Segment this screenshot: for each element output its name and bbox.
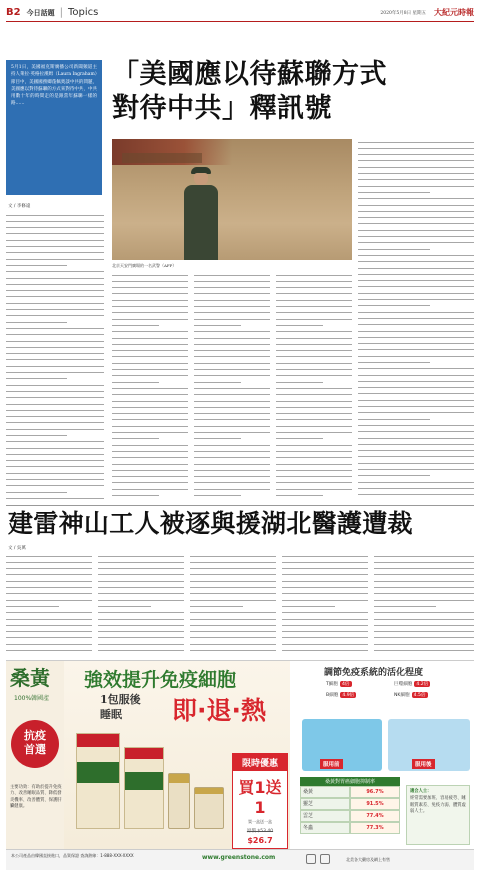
ad-badge — [11, 720, 59, 768]
product-box-large — [76, 733, 120, 829]
immune-row-value: 4.9倍 — [342, 693, 355, 698]
body-text-line — [6, 495, 104, 501]
ad-website-link[interactable]: www.greenstone.com — [202, 854, 276, 861]
body-text-line — [6, 647, 92, 653]
ad-footer — [6, 849, 474, 870]
ad-brand-name: 桑黃 — [10, 666, 50, 690]
ad-slogan: 強效提升免疫細胞 — [84, 669, 237, 691]
promo-note: 買一盒送一盒 — [248, 819, 272, 824]
gate-roof — [122, 153, 202, 163]
guard-figure — [182, 167, 220, 260]
story2-column-4 — [282, 553, 368, 657]
newspaper-logo: 大紀元時報 — [434, 7, 474, 17]
wechat-icon[interactable] — [320, 854, 330, 864]
story2-column-2 — [98, 553, 184, 657]
inhibition-name: 桑黃 — [300, 786, 350, 798]
immune-row-value: 4.2倍 — [416, 682, 429, 687]
advertisement[interactable] — [6, 660, 474, 869]
story1-column-5 — [358, 139, 474, 502]
story1-column-2 — [112, 272, 188, 502]
facebook-icon[interactable] — [306, 854, 316, 864]
story2-column-1 — [6, 553, 92, 657]
inhibition-table-title: 桑黃對胃癌細胞抑制率 — [300, 777, 400, 786]
body-text-line — [374, 647, 474, 653]
inhibition-row — [300, 810, 400, 822]
lede-text: 5月1日，美國福克斯廣播公司新聞頻道主持人萊拉·英格拉漢姆（Laura Ingraham）節目中，美國國務卿蓬佩奧談中共的問題，美國應以對待蘇聯的方式來對待中共，中共用數十年的時間走的是跟當年蘇聯一樣的路…… — [11, 65, 97, 107]
inhibition-value: 77.3% — [350, 822, 400, 834]
story2-column-5 — [374, 553, 474, 657]
immune-row-t-cell — [326, 681, 352, 687]
ad-brand-tag: 100%韓國產 — [14, 695, 50, 702]
inhibition-row — [300, 786, 400, 798]
masthead — [6, 4, 474, 22]
suitable-for-box — [406, 785, 470, 845]
body-text-line — [194, 492, 241, 498]
story1-column-3 — [194, 272, 270, 502]
story1-column-4 — [276, 272, 352, 502]
story1-byline: 文 / 李修遠 — [8, 204, 31, 209]
promo-title: 限時優惠 — [233, 754, 287, 771]
body-text-line — [190, 647, 276, 653]
ad-left-panel — [6, 661, 64, 870]
body-text-line — [98, 647, 184, 653]
inhibition-name: 冬蟲 — [300, 822, 350, 834]
photo-caption: 北京天安門廣場的一名武警（AFP） — [112, 263, 177, 268]
immune-row-value: 4倍 — [342, 682, 350, 687]
second-headline: 建雷神山工人被逐與援湖北醫護遭裁 — [8, 509, 413, 538]
ad-middle-panel — [64, 661, 290, 870]
immune-row-value: 4.5倍 — [413, 693, 426, 698]
ad-effect: 即·退·熱 — [172, 696, 266, 725]
ad-footer-left: 本公司產品由韓國直接進口，品質保證 查詢熱線：1-888-XXX-XXXX — [11, 853, 134, 858]
inhibition-name: 靈芝 — [300, 798, 350, 810]
promo-offer: 買1送1 — [238, 778, 282, 817]
inhibition-value: 96.7% — [350, 786, 400, 798]
section-divider-rule — [6, 505, 474, 506]
story2-byline: 文 / 吳萬 — [8, 546, 26, 551]
issue-date: 2020年5月8日 星期五 — [380, 10, 426, 16]
immune-chart-title: 調節免疫系統的活化程度 — [324, 668, 424, 678]
immune-row-label: T細胞 — [326, 682, 338, 687]
before-label: 服用前 — [320, 759, 343, 769]
immune-row-nk-cell — [394, 692, 428, 698]
inhibition-name: 雲芝 — [300, 810, 350, 822]
guard-photo — [112, 139, 352, 260]
suitable-for-text: 經常需要加班、容易疲勞、睡眠質素差、免疫力弱、體質虛弱人士。 — [410, 795, 466, 815]
after-label: 服用後 — [412, 759, 435, 769]
inhibition-row — [300, 822, 400, 834]
main-headline-line1: 「美國應以待蘇聯方式 — [112, 59, 387, 90]
section-divider: | — [59, 7, 63, 18]
ad-badge-line2: 首選 — [24, 743, 46, 756]
section-name: 今日話題 — [26, 7, 55, 17]
inhibition-value: 91.5% — [350, 798, 400, 810]
story1-column-1 — [6, 212, 104, 502]
immune-row-b-cell — [326, 692, 356, 698]
ad-footer-right: 北美各大藥房及網上有售 — [346, 857, 390, 862]
immune-row-label: NK細胞 — [394, 693, 410, 698]
product-bottle — [168, 773, 190, 829]
product-sachet — [194, 787, 224, 829]
promo-box[interactable] — [232, 753, 288, 849]
inhibition-value: 77.4% — [350, 810, 400, 822]
immune-row-label: 巨噬細胞 — [394, 682, 413, 687]
main-headline — [112, 58, 430, 126]
body-text-line — [282, 647, 368, 653]
suitable-for-heading: 適合人士： — [410, 789, 432, 794]
main-headline-line2: 對待中共」釋訊號 — [112, 93, 332, 124]
ad-benefits-note: 主要功效：有助於提升免疫力、改善睡眠品質、降低發炎機率、改善體質、保護肝臟健康。 — [10, 785, 62, 809]
promo-price: $26.7 — [247, 836, 273, 845]
body-text-line — [276, 492, 323, 498]
page-number: B2 — [6, 7, 21, 18]
body-text-line — [112, 492, 159, 498]
product-box-medium — [124, 747, 164, 829]
story2-column-3 — [190, 553, 276, 657]
ad-right-panel — [296, 661, 474, 849]
promo-old-price: 原價 $53.40 — [246, 829, 274, 834]
body-text-line — [358, 492, 474, 498]
inhibition-row — [300, 798, 400, 810]
ad-sleep: 睡眠 — [100, 708, 122, 721]
ad-badge-line1: 抗疫 — [24, 729, 46, 742]
immune-row-macrophage — [394, 681, 430, 687]
ad-dose: 1包服後 — [100, 693, 141, 706]
lede-box — [6, 60, 102, 195]
section-topics: Topics — [67, 7, 99, 18]
immune-row-label: B細胞 — [326, 693, 339, 698]
